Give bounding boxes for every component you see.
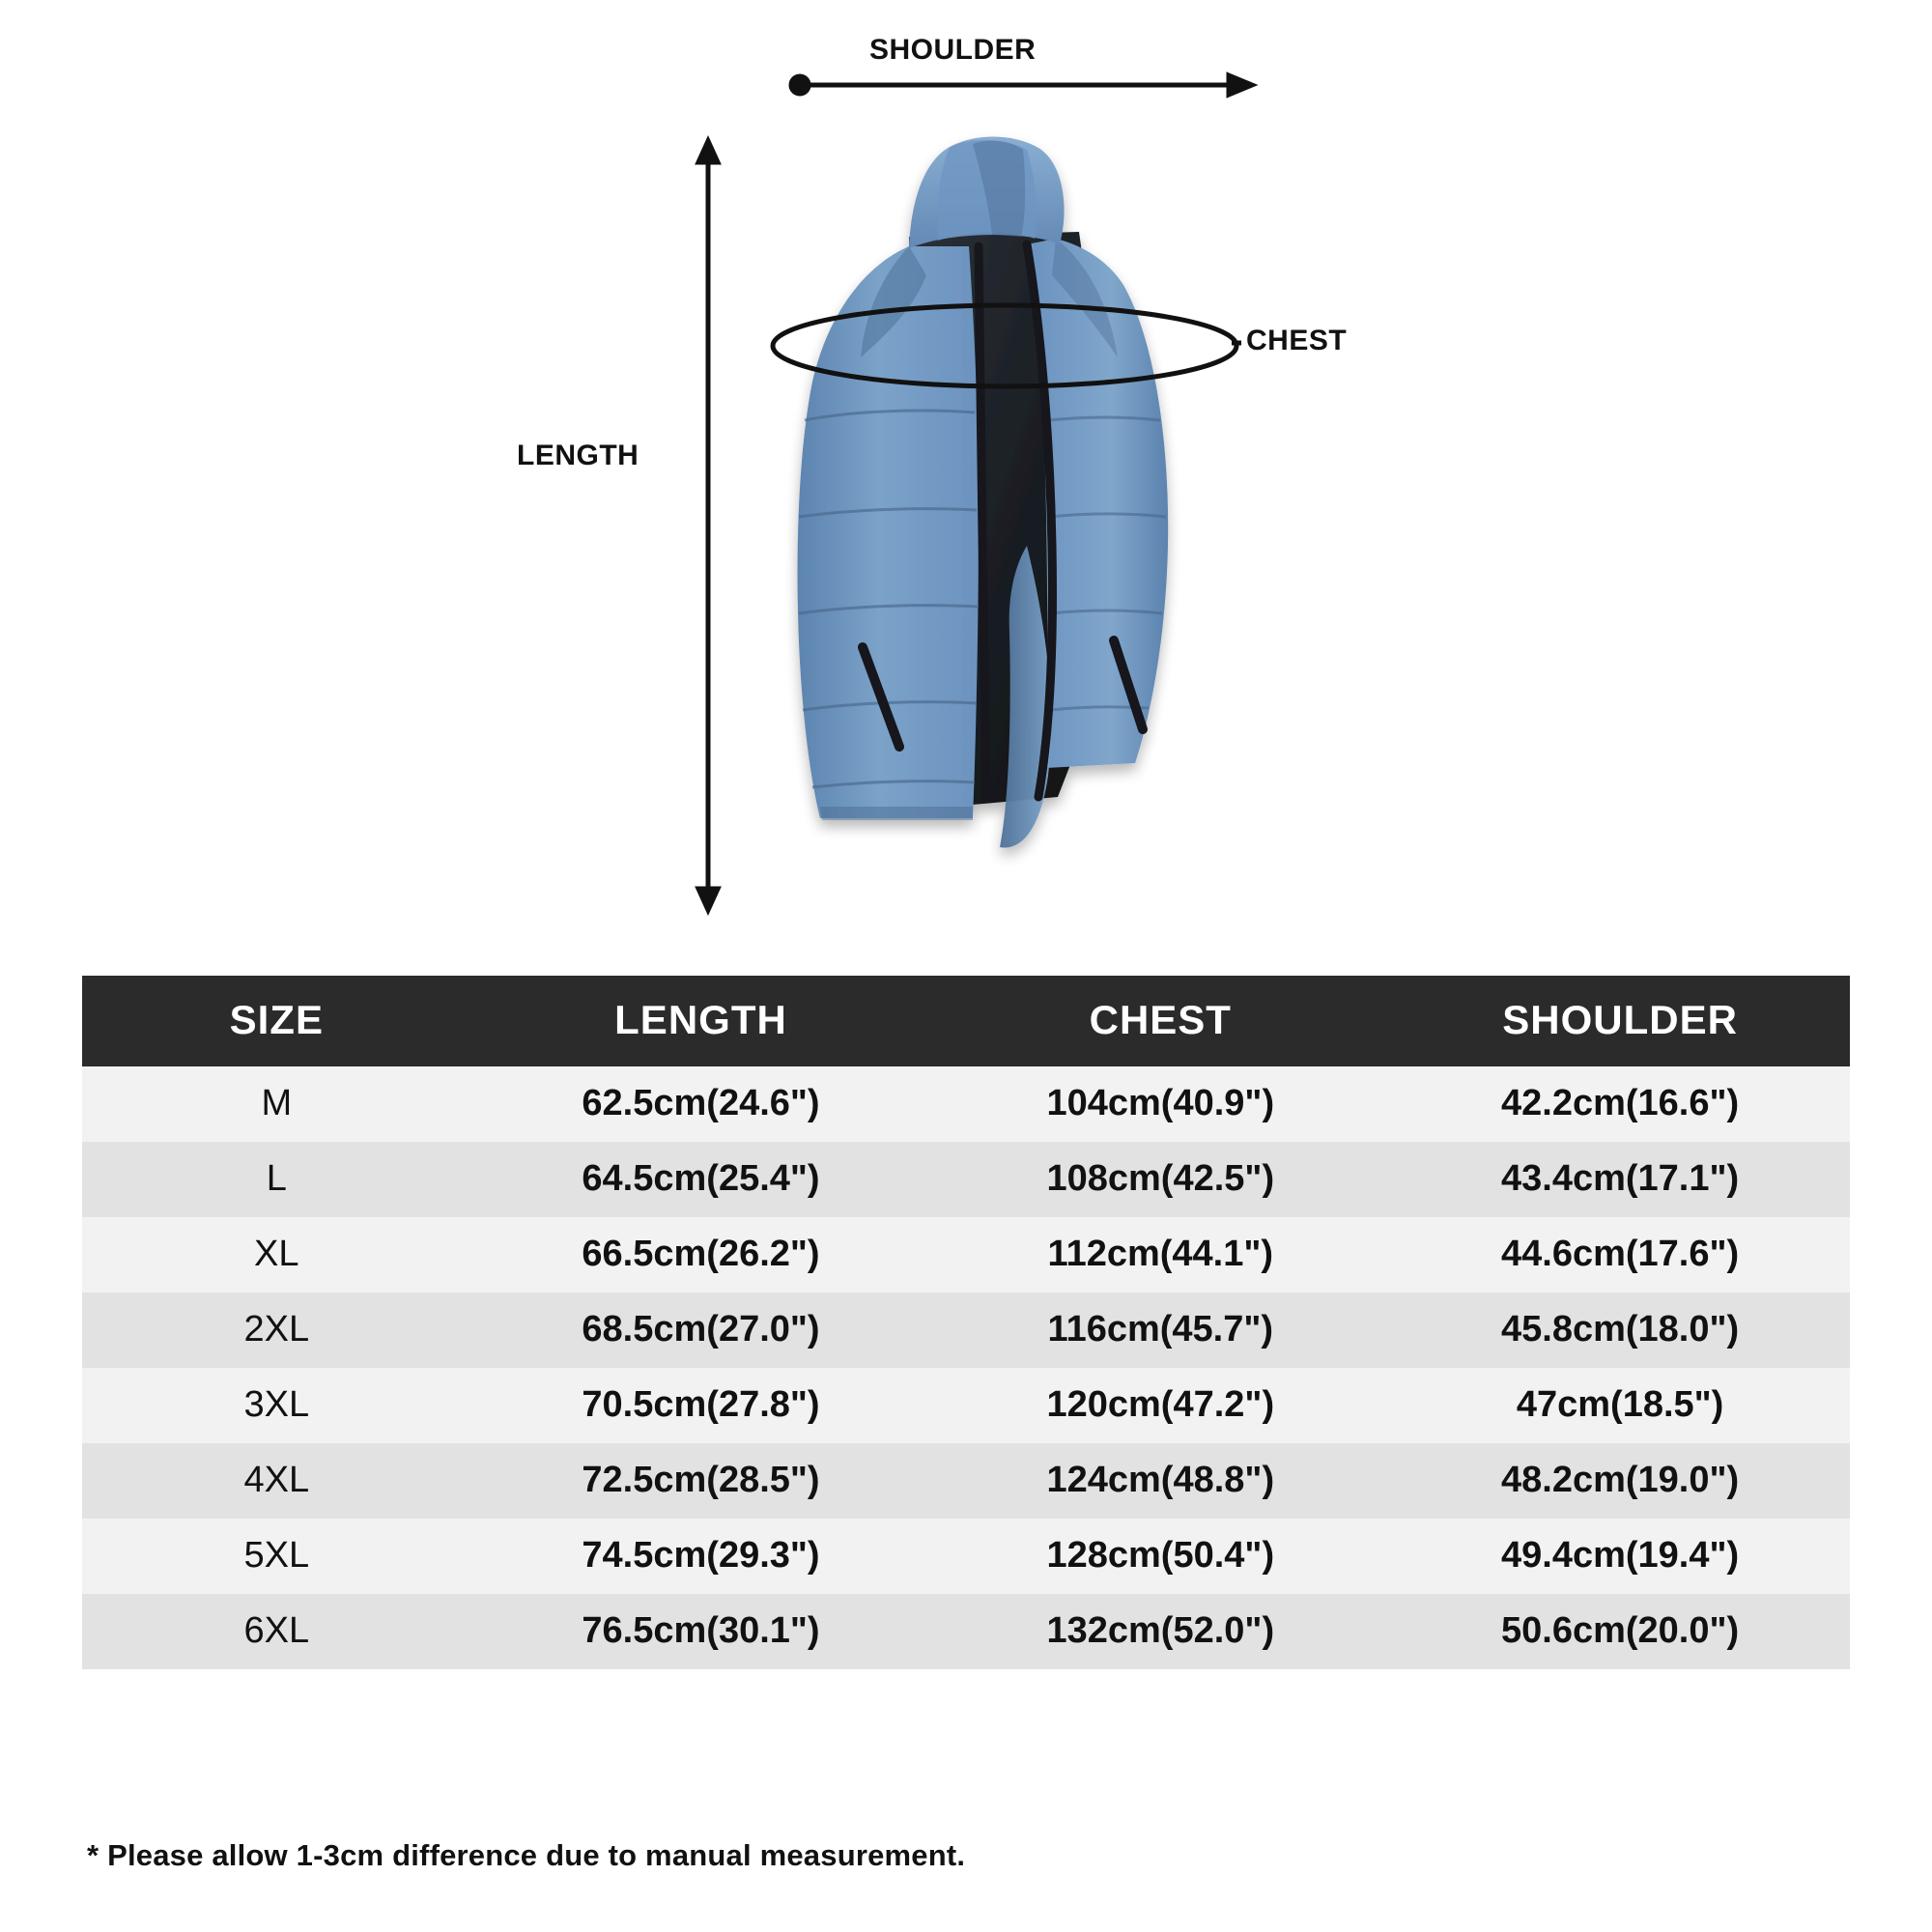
cell-chest: 124cm(48.8") (1046, 1460, 1275, 1500)
label-chest: CHEST (1246, 325, 1348, 356)
cell-chest: 132cm(52.0") (1046, 1610, 1275, 1651)
cell-chest: 104cm(40.9") (1046, 1083, 1275, 1123)
cell-length: 64.5cm(25.4") (582, 1158, 820, 1199)
cell-shoulder: 49.4cm(19.4") (1501, 1535, 1740, 1576)
table-row (82, 1368, 1850, 1443)
cell-chest: 108cm(42.5") (1046, 1158, 1275, 1199)
cell-chest: 116cm(45.7") (1047, 1309, 1274, 1350)
cell-shoulder: 42.2cm(16.6") (1501, 1083, 1740, 1123)
cell-length: 72.5cm(28.5") (582, 1460, 820, 1500)
cell-length: 70.5cm(27.8") (582, 1384, 820, 1425)
header-shoulder: SHOULDER (1390, 976, 1850, 1066)
cell-length: 76.5cm(30.1") (582, 1610, 820, 1651)
label-shoulder: SHOULDER (869, 34, 1037, 66)
header-chest: CHEST (930, 976, 1390, 1066)
cell-size: L (266, 1158, 287, 1199)
cell-size: 2XL (243, 1309, 310, 1350)
table-row (82, 1142, 1850, 1217)
measurement-footnote: * Please allow 1-3cm difference due to manual measurement. (87, 1838, 966, 1872)
cell-size: M (261, 1083, 293, 1123)
label-length: LENGTH (517, 440, 639, 471)
header-size: SIZE (82, 976, 471, 1066)
cell-size: 5XL (243, 1535, 310, 1576)
table-header-row (82, 976, 1850, 1066)
cell-size: 3XL (243, 1384, 310, 1425)
cell-shoulder: 48.2cm(19.0") (1501, 1460, 1740, 1500)
table-row (82, 1066, 1850, 1142)
cell-length: 68.5cm(27.0") (582, 1309, 820, 1350)
cell-size: 6XL (243, 1610, 310, 1651)
size-table-wrapper (82, 976, 1850, 1669)
table-row (82, 1217, 1850, 1293)
cell-shoulder: 44.6cm(17.6") (1501, 1234, 1740, 1274)
cell-shoulder: 45.8cm(18.0") (1501, 1309, 1740, 1350)
table-row (82, 1594, 1850, 1669)
cell-shoulder: 47cm(18.5") (1516, 1384, 1724, 1425)
table-row (82, 1519, 1850, 1594)
cell-chest: 112cm(44.1") (1047, 1234, 1274, 1274)
vest-illustration (720, 130, 1261, 908)
cell-shoulder: 43.4cm(17.1") (1501, 1158, 1740, 1199)
cell-chest: 120cm(47.2") (1046, 1384, 1275, 1425)
cell-shoulder: 50.6cm(20.0") (1501, 1610, 1740, 1651)
table-row (82, 1293, 1850, 1368)
size-table (82, 976, 1850, 1669)
cell-length: 66.5cm(26.2") (582, 1234, 820, 1274)
header-length: LENGTH (471, 976, 931, 1066)
table-row (82, 1443, 1850, 1519)
cell-length: 62.5cm(24.6") (582, 1083, 820, 1123)
cell-size: 4XL (243, 1460, 310, 1500)
cell-size: XL (254, 1234, 299, 1274)
cell-length: 74.5cm(29.3") (582, 1535, 820, 1576)
cell-chest: 128cm(50.4") (1046, 1535, 1275, 1576)
vest-measurement-diagram (0, 0, 1932, 956)
